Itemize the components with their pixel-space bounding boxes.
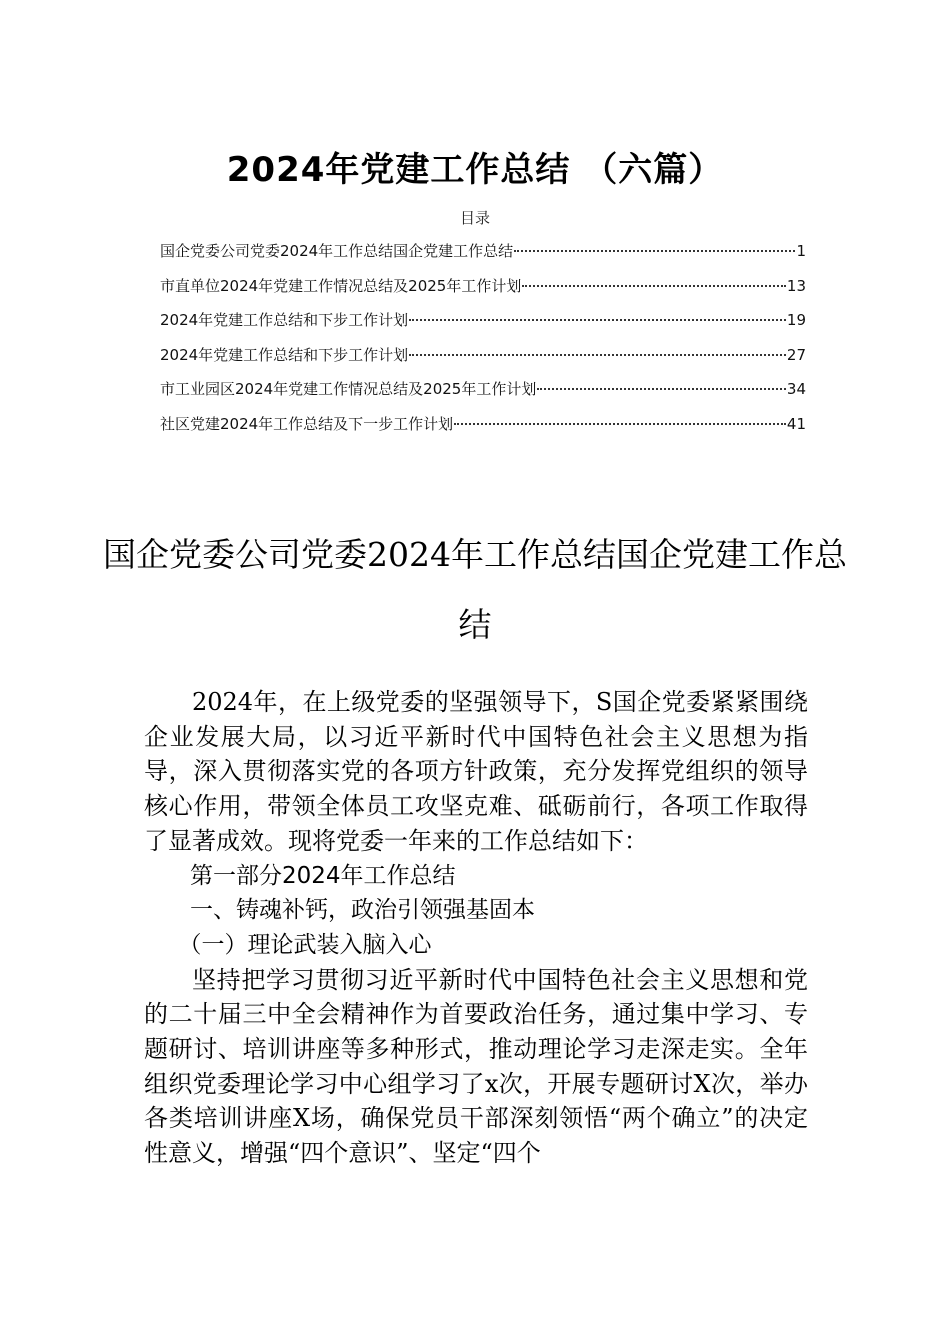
- toc-leader-dots: [454, 423, 786, 425]
- toc-entry-text: 市工业园区2024年党建工作情况总结及2025年工作计划: [160, 380, 537, 399]
- toc-leader-dots: [409, 319, 786, 321]
- toc-heading: 目录: [459, 209, 490, 227]
- toc-entry-page: 41: [786, 414, 806, 433]
- toc-entry[interactable]: [160, 275, 806, 310]
- toc-leader-dots: [522, 285, 786, 287]
- toc-leader-dots: [514, 250, 795, 252]
- toc-entry-text: 社区党建2024年工作总结及下一步工作计划: [160, 414, 454, 433]
- toc-leader-dots: [409, 354, 786, 356]
- toc-entry-page: 13: [786, 276, 806, 295]
- toc-entry[interactable]: [160, 309, 806, 344]
- body-paragraph: 坚持把学习贯彻习近平新时代中国特色社会主义思想和党的二十届三中全会精神作为首要政治任务，通过集中学习、专题研讨、培训讲座等多种形式，推动理论学习走深走实。全年组织党委理论学习中心组学习了x次，开展专题研讨X次，举办各类培训讲座X场，确保党员干部深刻领悟“两个确立”的决定性意义，增强“四个意识”、坚定“四个: [144, 965, 808, 1168]
- table-of-contents: [160, 240, 806, 448]
- part-heading: 第一部分2024年工作总结: [190, 862, 456, 889]
- toc-entry-text: 2024年党建工作总结和下步工作计划: [160, 311, 409, 330]
- toc-entry[interactable]: [160, 344, 806, 379]
- heading-level-1: 一、铸魂补钙，政治引领强基固本: [190, 897, 535, 924]
- toc-entry-page: 1: [796, 242, 806, 260]
- intro-paragraph: 2024年，在上级党委的坚强领导下，S国企党委紧紧围绕企业发展大局，以习近平新时代中国特色社会主义思想为指导，深入贯彻落实党的各项方针政策，充分发挥党组织的领导核心作用，带领全体员工攻坚克难、砥砺前行，各项工作取得了显著成效。现将党委一年来的工作总结如下：: [144, 688, 808, 855]
- toc-entry[interactable]: [160, 413, 806, 448]
- body-text: [144, 685, 808, 1171]
- toc-entry-page: 27: [786, 345, 806, 364]
- section-title: 国企党委公司党委2024年工作总结国企党建工作总结: [103, 535, 847, 644]
- toc-entry-text: 市直单位2024年党建工作情况总结及2025年工作计划: [160, 276, 522, 295]
- document-title: 2024年党建工作总结 （六篇）: [226, 150, 724, 190]
- toc-entry[interactable]: [160, 240, 806, 275]
- toc-entry-text: 2024年党建工作总结和下步工作计划: [160, 345, 409, 364]
- heading-level-2: （一）理论武装入脑入心: [178, 931, 432, 958]
- toc-entry[interactable]: [160, 378, 806, 413]
- toc-leader-dots: [537, 388, 786, 390]
- toc-entry-page: 19: [786, 311, 806, 330]
- toc-entry-page: 34: [786, 380, 806, 399]
- toc-entry-text: 国企党委公司党委2024年工作总结国企党建工作总结: [160, 242, 514, 260]
